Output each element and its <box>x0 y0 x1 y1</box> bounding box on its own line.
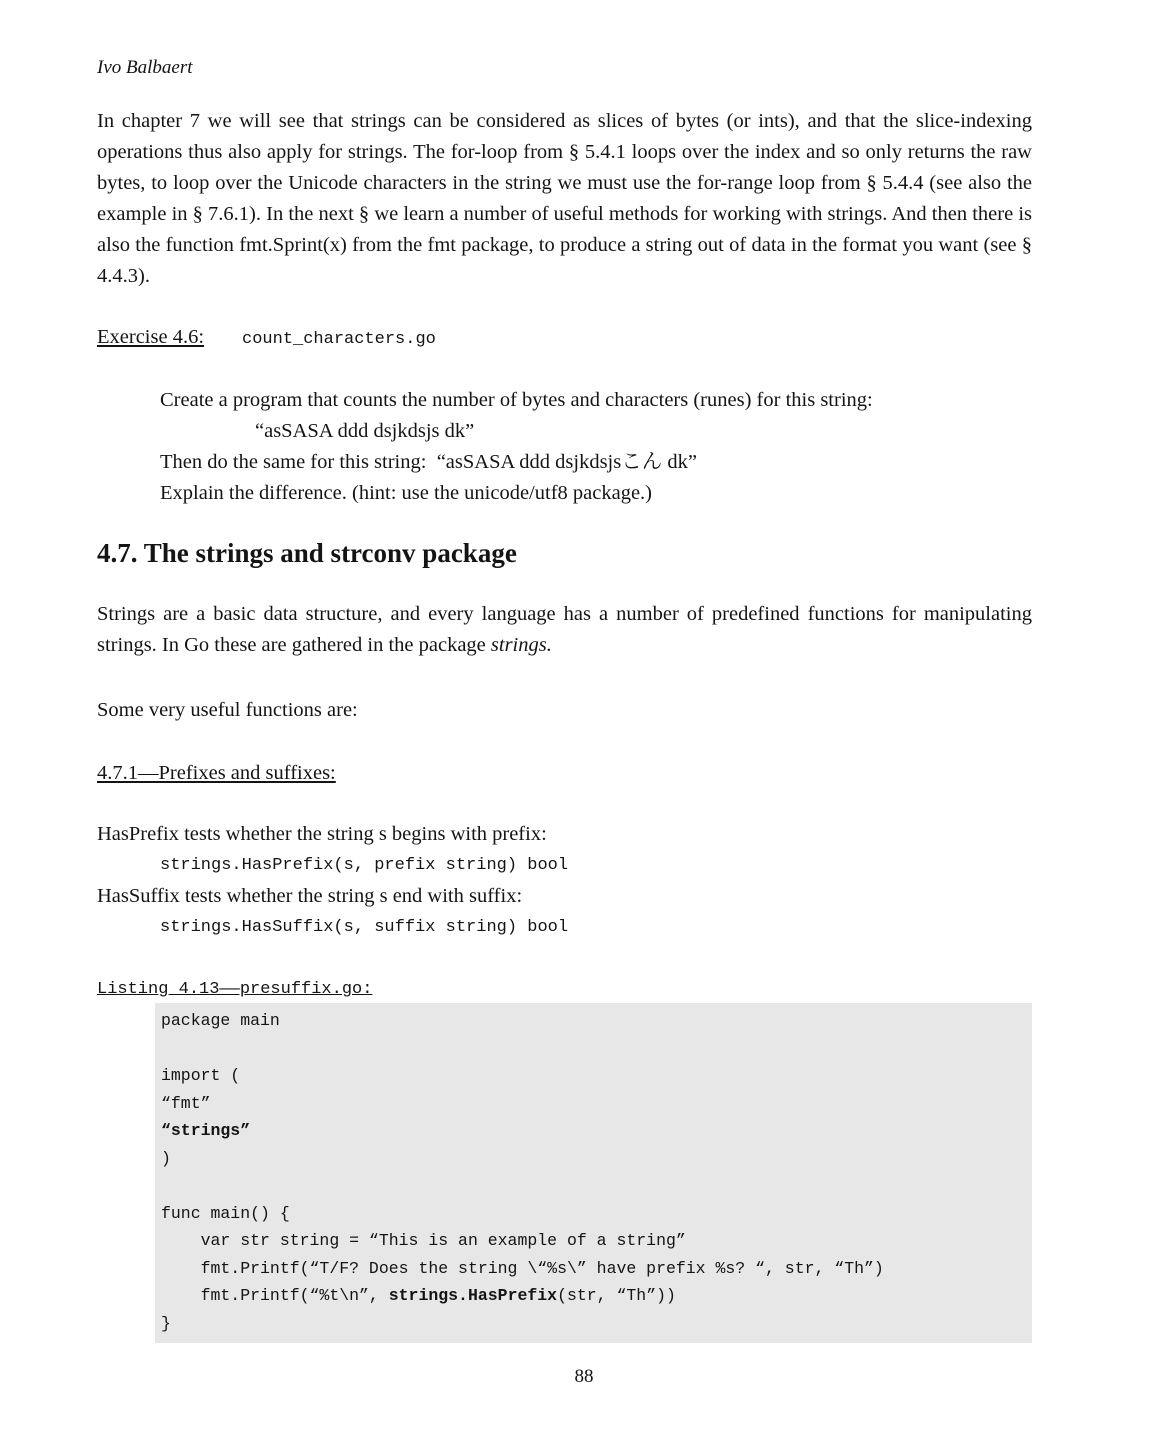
code-line: “fmt” <box>161 1093 211 1113</box>
useful-functions-line: Some very useful functions are: <box>97 699 358 721</box>
code-line <box>161 1035 1022 1063</box>
code-line: package main <box>161 1011 280 1030</box>
code-line: ) <box>161 1148 171 1168</box>
exercise-body <box>97 385 1032 509</box>
exercise-line-1: Create a program that counts the number of bytes and characters (runes) for this string: <box>160 389 873 411</box>
exercise-line-2: “asSASA ddd dsjkdsjs dk” <box>255 420 475 442</box>
code-line: var str string = “This is an example of a string” <box>161 1231 686 1250</box>
strings-paragraph-text: Strings are a basic data structure, and every language has a number of predefined functions for manipulating strings. In Go these are gathered in the package <box>97 603 1032 656</box>
code-line <box>161 1172 1022 1200</box>
code-listing-block <box>155 1003 1032 1343</box>
exercise-heading <box>97 322 1032 355</box>
hassuffix-code: strings.HasSuffix(s, suffix string) bool <box>160 918 569 937</box>
exercise-line-4: Explain the difference. (hint: use the unicode/utf8 package.) <box>160 482 652 504</box>
code-line: } <box>161 1313 171 1333</box>
page-content <box>97 56 1032 1343</box>
section-heading: 4.7. The strings and strconv package <box>97 538 517 568</box>
code-line: func main() { <box>161 1203 290 1223</box>
hasprefix-code: strings.HasPrefix(s, prefix string) bool <box>160 856 569 875</box>
intro-paragraph: In chapter 7 we will see that strings can be considered as slices of bytes (or ints), and that the slice-indexing operations thus also apply for strings. The for-loop from § 5.4.1 loops over the index and so only returns the raw bytes, to loop over the Unicode characters in the string we must use the for-range loop from § 5.4.4 (see also the example in § 7.6.1). In the next § we learn a number of useful methods for working with strings. And then there is also the function fmt.Sprint(x) from the fmt package, to produce a string out of data in the format you want (see § 4.4.3). <box>97 110 1032 287</box>
strings-package-name: strings. <box>490 634 552 656</box>
strings-paragraph <box>97 599 1032 661</box>
code-line: “strings” <box>161 1121 251 1140</box>
listing-label: Listing 4.13——presuffix.go: <box>97 980 373 999</box>
code-line: fmt.Printf(“%t\n”, strings.HasPrefix(str, “Th”)) <box>161 1286 676 1305</box>
exercise-filename: count_characters.go <box>242 330 436 349</box>
prefix-suffix-block <box>97 819 1032 943</box>
code-line: import ( <box>161 1066 241 1085</box>
code-line: fmt.Printf(“T/F? Does the string \“%s\” have prefix %s? “, str, “Th”) <box>161 1258 884 1278</box>
subsection-heading: 4.7.1—Prefixes and suffixes: <box>97 762 336 784</box>
page-number: 88 <box>574 1366 594 1387</box>
author-line: Ivo Balbaert <box>97 57 193 78</box>
exercise-label: Exercise 4.6: <box>97 326 205 348</box>
hassuffix-line: HasSuffix tests whether the string s end with suffix: <box>97 885 523 907</box>
hasprefix-line: HasPrefix tests whether the string s begins with prefix: <box>97 823 547 845</box>
exercise-line-3: Then do the same for this string: “asSASA ddd dsjkdsjsこん dk” <box>160 451 697 473</box>
